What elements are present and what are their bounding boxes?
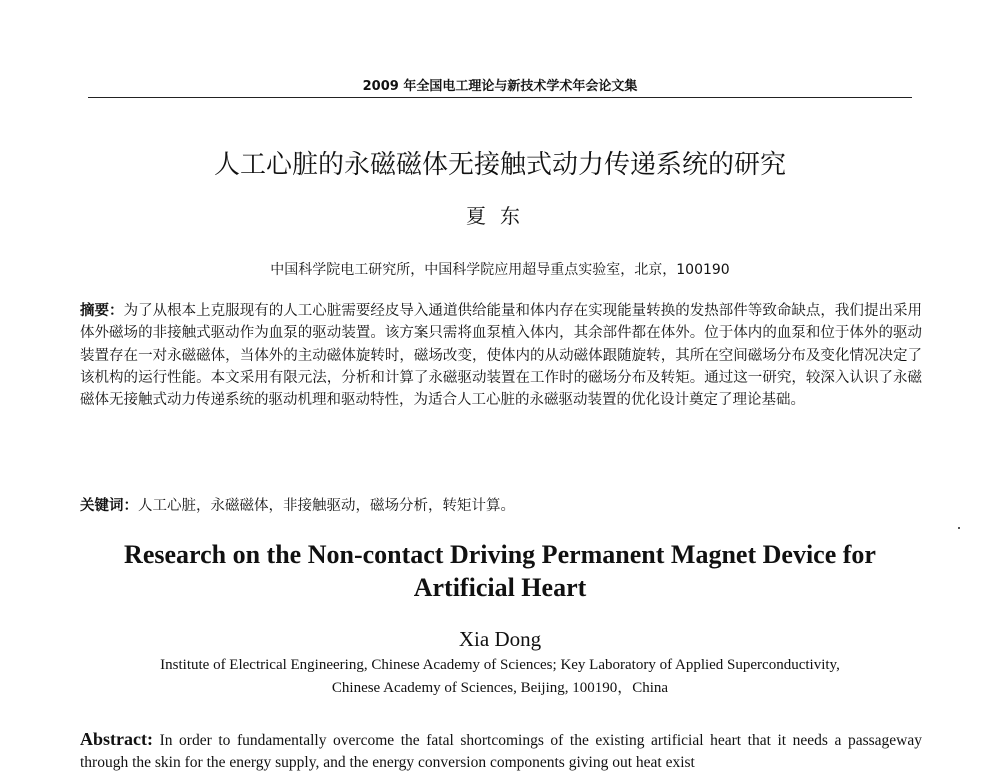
cn-keywords [80,494,922,515]
cn-paper-title: 人工心脏的永磁磁体无接触式动力传递系统的研究 [213,150,786,180]
cn-abstract-text: 为了从根本上克服现有的人工心脏需要经皮导入通道供给能量和体内存在实现能量转换的发热部件等致命缺点，我们提出采用体外磁场的非接触式驱动作为血泵的驱动装置。该方案只需将血泵植入体内，其余部件都在体外。位于体内的血泵和位于体外的驱动装置存在一对永磁磁体，当体外的主动磁体旋转时，磁场改变，使体内的从动磁体跟随旋转，其所在空间磁场分布及变化情况决定了该机构的运行性能。本文采用有限元法，分析和计算了永磁驱动装置在工作时的磁场分布及转矩。通过这一研究，较深入认识了永磁磁体无接触式动力传递系统的驱动机理和驱动特性，为适合人工心脏的永磁驱动装置的优化设计奠定了理论基础。 [80,303,923,409]
en-title-line1: Research on the Non-contact Driving Permanent Magnet Device for [124,540,876,569]
scan-speck [958,527,960,529]
en-title-line2: Artificial Heart [413,573,587,602]
cn-keywords-text: 人工心脏，永磁磁体，非接触驱动，磁场分析，转矩计算。 [138,498,515,514]
en-abstract-text: In order to fundamentally overcome the fatal shortcomings of the existing artificial heart that it needs a passageway through the skin for the energy supply, and the energy conversion components giving out heat exist [80,732,922,771]
en-affiliation-line1: Institute of Electrical Engineering, Chinese Academy of Sciences; Key Laboratory of Applied Superconductivity, [160,657,840,673]
en-paper-title [0,538,1000,604]
cn-abstract-label: 摘要： [80,303,124,319]
en-author: Xia Dong [458,627,542,651]
en-abstract-label: Abstract: [80,729,153,749]
running-header: 2009 年全国电工理论与新技术学术年会论文集 [362,79,638,94]
cn-author: 夏东 [466,204,534,228]
en-affiliation [0,654,1000,700]
en-affiliation-line2: Chinese Academy of Sciences, Beijing, 100190，China [331,680,669,696]
cn-abstract [80,300,922,411]
en-abstract [80,728,922,774]
cn-affiliation: 中国科学院电工研究所，中国科学院应用超导重点实验室，北京，100190 [270,262,730,278]
header-rule [88,97,912,98]
cn-keywords-label: 关键词： [80,498,138,514]
